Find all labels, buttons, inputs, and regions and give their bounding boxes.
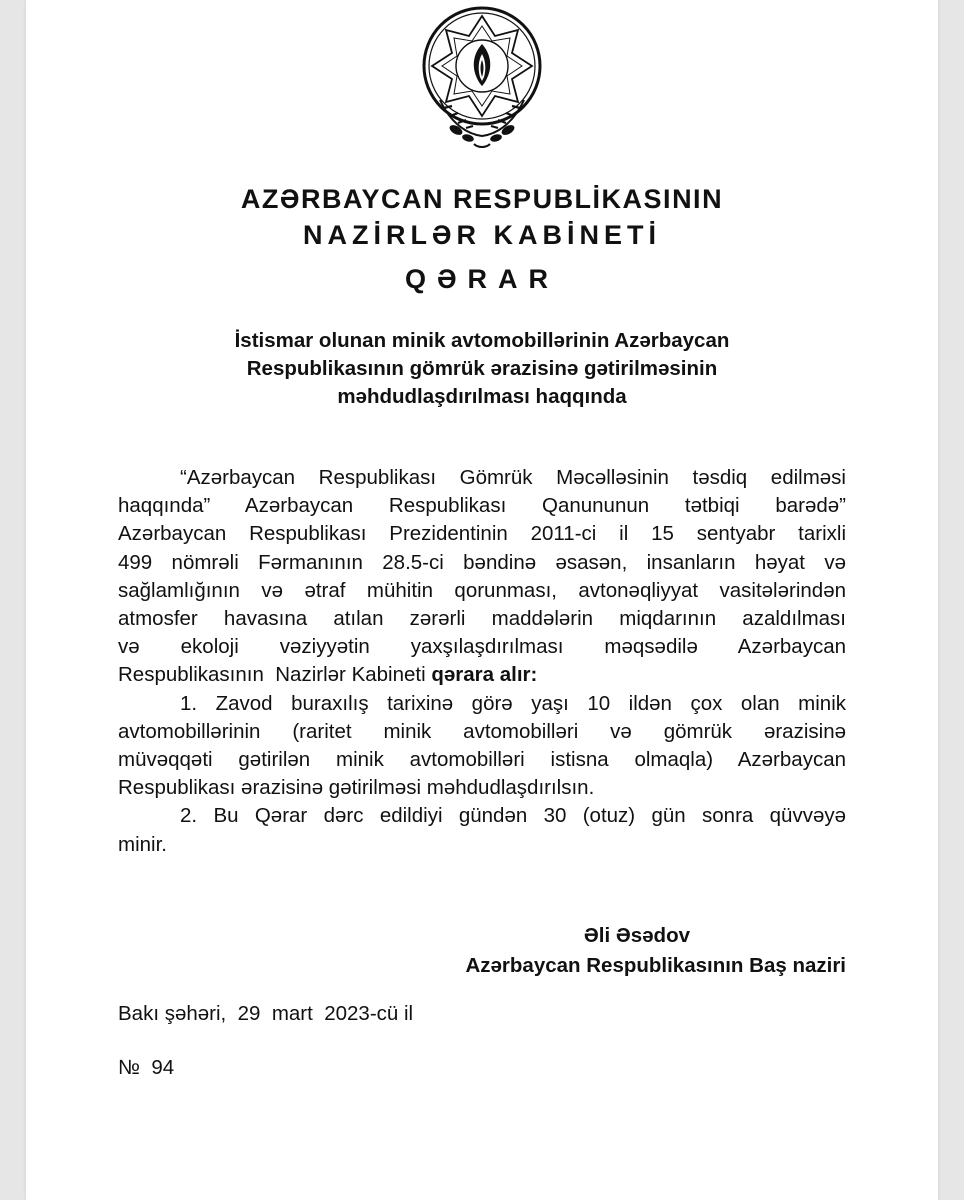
signatory-position: Azərbaycan Respublikasının Baş naziri	[465, 954, 846, 977]
body-line: minir.	[118, 832, 167, 856]
body-line: sağlamlığının və ətraf mühitin qorunması, avtonəqliyyat vasitələrindən	[118, 578, 846, 602]
header-decision: QƏRAR	[404, 264, 560, 294]
body-line	[118, 661, 846, 689]
body-line: 1. Zavod buraxılış tarixinə görə yaşı 10 ildən çox olan minik	[180, 691, 846, 715]
body-line: atmosfer havasına atılan zərərli maddələrin miqdarının azaldılması	[118, 607, 846, 631]
title-line: İstismar olunan minik avtomobillərinin Azərbaycan	[234, 329, 730, 352]
decision-phrase: qərara alır:	[431, 663, 538, 687]
header-republic: AZƏRBAYCAN RESPUBLİKASININ	[240, 184, 724, 214]
body-line: Respublikası ərazisinə gətirilməsi məhdudlaşdırılsın.	[118, 776, 595, 800]
body-line: müvəqqəti gətirilən minik avtomobilləri istisna olmaqla) Azərbaycan	[118, 748, 846, 772]
body-line: “Azərbaycan Respublikası Gömrük Məcəlləsinin təsdiq edilməsi	[180, 466, 846, 489]
body-line: avtomobillərinin (raritet minik avtomobilləri və gömrük ərazisinə	[118, 719, 846, 743]
body-line: 2. Bu Qərar dərc edildiyi gündən 30 (otuz) gün sonra qüvvəyə	[180, 804, 846, 828]
title-line: Respublikasının gömrük ərazisinə gətirilməsinin	[246, 357, 718, 380]
body-line: və ekoloji vəziyyətin yaxşılaşdırılması məqsədilə Azərbaycan	[118, 635, 846, 659]
preamble-paragraph	[118, 464, 846, 690]
signatory-name: Əli Əsədov	[583, 924, 690, 947]
document-body	[118, 464, 846, 859]
body-line: haqqında” Azərbaycan Respublikası Qanununun tətbiqi barədə”	[118, 494, 846, 518]
place-and-date: Bakı şəhəri, 29 mart 2023-cü il	[118, 1002, 414, 1025]
item-2-paragraph	[118, 802, 846, 858]
body-line: Azərbaycan Respublikası Prezidentinin 2011-ci il 15 sentyabr tarixli	[118, 522, 846, 546]
header-cabinet: NAZİRLƏR KABİNETİ	[302, 220, 662, 250]
title-line: məhdudlaşdırılması haqqında	[337, 385, 627, 408]
body-line: 499 nömrəli Fərmanının 28.5-ci bəndinə əsasən, insanların həyat və	[118, 550, 846, 574]
document-number: № 94	[118, 1056, 175, 1079]
preamble-last-text: Respublikasının Nazirlər Kabineti	[118, 663, 432, 687]
document-title	[150, 327, 814, 411]
state-emblem-icon	[420, 4, 544, 152]
item-1-paragraph	[118, 690, 846, 803]
